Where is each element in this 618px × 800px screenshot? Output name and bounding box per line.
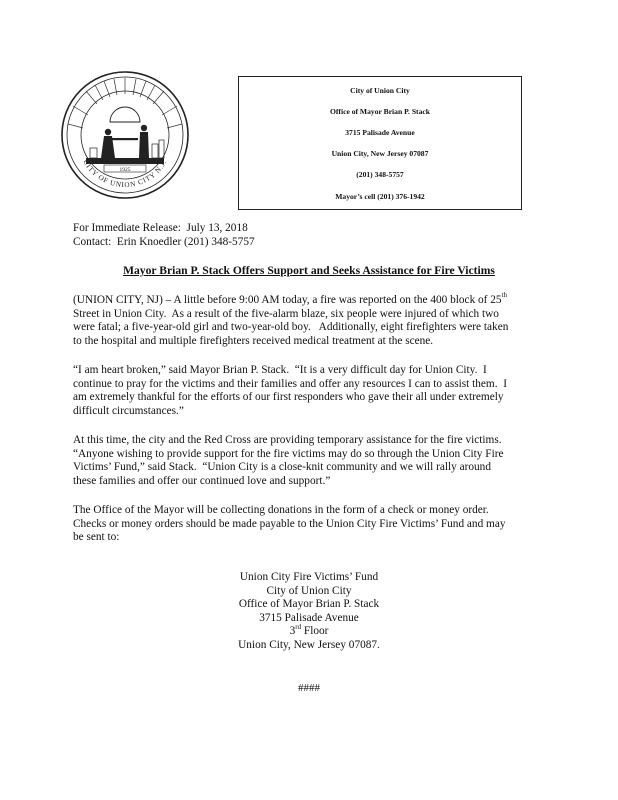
paragraph-row: “Anyone wishing to provide support for the fire victims may do so through the Union City Fire — [73, 447, 504, 460]
address-line — [0, 622, 618, 639]
address-line: Union City, New Jersey 07087. — [238, 638, 380, 651]
svg-text:CITY OF UNION CITY N.J.: CITY OF UNION CITY N.J. — [81, 158, 169, 190]
letterhead-phone: (201) 348-5757 — [356, 170, 404, 179]
paragraph-row: to the hospital and multiple firefighters received medical treatment at the scene. — [73, 334, 434, 347]
paragraph-text: (UNION CITY, NJ) – A little before 9:00 AM today, a fire was reported on the 400 block of 25 — [73, 294, 502, 306]
address-line: Office of Mayor Brian P. Stack — [238, 598, 380, 611]
superscript: th — [501, 291, 508, 300]
letterhead-city: City of Union City — [350, 86, 410, 95]
paragraph-row: continue to pray for the victims and their families and offer any resources I can to assist them. I — [73, 377, 507, 390]
letterhead-street: 3715 Palisade Avenue — [345, 128, 415, 137]
paragraph-row: these families and offer our continued love and support.” — [73, 474, 331, 487]
paragraph-row: Checks or money orders should be made payable to the Union City Fire Victims’ Fund and may — [73, 517, 506, 530]
mailing-address — [0, 571, 618, 653]
letterhead-city-state: Union City, New Jersey 07087 — [331, 149, 429, 158]
paragraph-row: be sent to: — [73, 531, 120, 544]
address-line: 3715 Palisade Avenue — [259, 611, 359, 624]
paragraph-2 — [73, 364, 551, 418]
letterhead-mayor-cell: Mayor’s cell (201) 376-1942 — [335, 192, 425, 201]
paragraph-row: were fatal; a five-year-old girl and two-year-old boy. Additionally, eight firefighters were taken — [73, 321, 509, 334]
release-date: For Immediate Release: July 13, 2018 — [73, 222, 248, 234]
end-mark: #### — [298, 682, 320, 694]
city-seal-logo — [60, 70, 190, 200]
paragraph-1 — [73, 291, 551, 348]
paragraph-row: difficult circumstances.” — [73, 404, 184, 417]
paragraph-row: Victims’ Fund,” said Stack. “Union City is a close-knit community and we will rally around — [73, 461, 491, 474]
paragraph-3 — [73, 434, 551, 488]
paragraph-row: At this time, the city and the Red Cross are providing temporary assistance for the fire victims. — [73, 434, 502, 446]
floor-label: Floor — [301, 625, 329, 638]
svg-text:1925: 1925 — [119, 167, 131, 173]
paragraph-row: am extremely thankful for the efforts of our first responders who gave their all under extremely — [73, 391, 504, 404]
headline: Mayor Brian P. Stack Offers Support and Seeks Assistance for Fire Victims — [123, 264, 495, 277]
paragraph-row — [73, 291, 551, 308]
superscript: rd — [295, 622, 302, 631]
letterhead-address-box — [238, 76, 522, 210]
floor-number: 3 — [289, 625, 296, 638]
letterhead-office: Office of Mayor Brian P. Stack — [330, 107, 430, 116]
release-contact: Contact: Erin Knoedler (201) 348-5757 — [73, 235, 255, 248]
paragraph-4 — [73, 504, 551, 545]
paragraph-row: The Office of the Mayor will be collecting donations in the form of a check or money order. — [73, 504, 489, 516]
paragraph-row: Street in Union City. As a result of the five-alarm blaze, six people were injured of which two — [73, 307, 499, 320]
address-line: Union City Fire Victims’ Fund — [239, 571, 379, 583]
address-line: City of Union City — [266, 584, 352, 597]
release-info — [73, 222, 255, 249]
paragraph-row: “I am heart broken,” said Mayor Brian P. Stack. “It is a very difficult day for Union City. I — [73, 364, 487, 376]
